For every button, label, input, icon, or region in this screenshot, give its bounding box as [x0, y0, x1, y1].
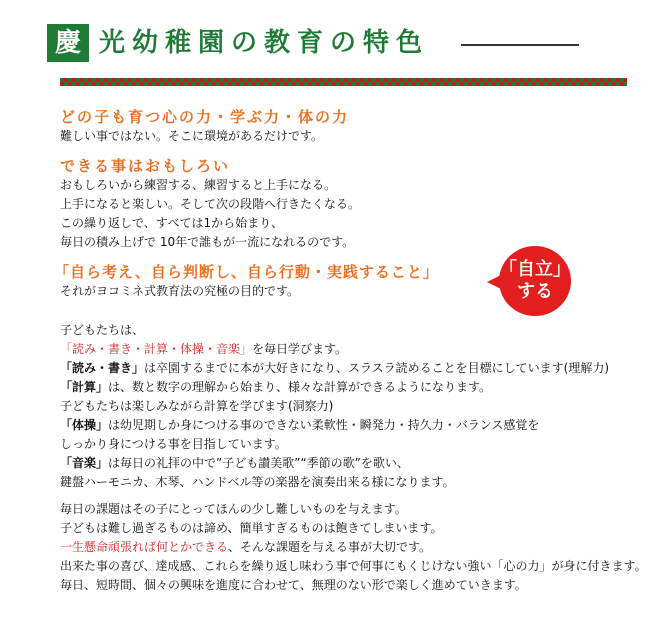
- body-line: 子どもは難し過ぎるものは諦め、簡単すぎるものは飽きてしまいます。: [60, 521, 443, 535]
- body-line: 子どもたちは、: [60, 323, 145, 337]
- body-line: 子どもたちは楽しみながら計算を学びます(洞察力): [60, 399, 334, 413]
- section-growth: [60, 107, 349, 146]
- body-line: 鍵盤ハーモニカ、木琴、ハンドベル等の楽器を演奏出来る様になります。: [60, 475, 455, 489]
- badge-line1: 「自立」: [499, 259, 571, 280]
- subjects-highlight: 「読み・書き・計算・体操・音楽」: [60, 342, 253, 356]
- reading-text: は卒園するまでに本が大好きになり、スラスラ読めることを目標にしています(理解力): [144, 361, 610, 375]
- section-independence: [54, 262, 439, 301]
- section-heading: 「自ら考え、自ら判断し、自ら行動・実践すること」: [54, 263, 439, 281]
- subjects-suffix: を毎日学びます。: [252, 342, 348, 356]
- body-line: 出来た事の喜び、達成感、これらを繰り返し味わう事で何事にもくじけない強い「心の力」が身に付きます。: [60, 559, 647, 573]
- page-title: 光幼稚園の教育の特色: [99, 28, 430, 58]
- effort-line: [60, 538, 647, 557]
- body-line: この繰り返しで、すべては1から始まり、: [60, 216, 284, 230]
- pe-line: [60, 416, 609, 435]
- reading-label: 「読み・書き」: [60, 361, 145, 375]
- subjects-line: [60, 340, 609, 359]
- pe-text: は幼児期しか身につける事のできない柔軟性・瞬発力・持久力・バランス感覚を: [108, 418, 540, 432]
- independence-badge: [487, 246, 582, 316]
- body-line: 毎日、短時間、個々の興味を進度に合わせて、無理のない形で楽しく進めていきます。: [60, 578, 527, 592]
- body-line: それがヨコミネ式教育法の究極の目的です。: [60, 284, 300, 298]
- title-rule: [461, 44, 579, 46]
- music-label: 「音楽」: [60, 456, 109, 470]
- reading-line: [60, 359, 609, 378]
- section-tasks: [60, 500, 647, 595]
- effort-highlight: 一生懸命頑張れば何とかできる: [60, 540, 229, 554]
- body-line: 難しい事ではない。そこに環境があるだけです。: [60, 129, 324, 143]
- calc-text: は、数と数字の理解から始まり、様々な計算ができるようになります。: [108, 380, 492, 394]
- body-line: 上手になると楽しい。そして次の段階へ行きたくなる。: [60, 197, 361, 211]
- body-line: しっかり身につける事を目指しています。: [60, 437, 287, 451]
- section-heading: どの子も育つ心の力・学ぶ力・体の力: [60, 108, 350, 126]
- effort-rest: 、そんな課題を与える事が大切です。: [228, 540, 432, 554]
- badge-line2: する: [517, 281, 553, 302]
- body-line: 毎日の課題はその子にとってほんの少し難しいものを与えます。: [60, 502, 407, 516]
- body-line: 毎日の積み上げで 10年で誰もが一流になれるのです。: [60, 235, 355, 249]
- music-text: は毎日の礼拝の中で”子ども讃美歌”“季節の歌”を歌い、: [108, 456, 409, 470]
- calc-label: 「計算」: [60, 380, 109, 394]
- music-line: [60, 454, 609, 473]
- title-badge: 慶: [47, 24, 89, 62]
- section-heading: できる事はおもしろい: [60, 157, 231, 175]
- checker-divider: [60, 78, 627, 86]
- body-line: おもしろいから練習する、練習すると上手になる。: [60, 178, 337, 192]
- section-subjects: [60, 321, 609, 492]
- calc-line: [60, 378, 609, 397]
- section-fun: [60, 156, 360, 252]
- pe-label: 「体操」: [60, 418, 109, 432]
